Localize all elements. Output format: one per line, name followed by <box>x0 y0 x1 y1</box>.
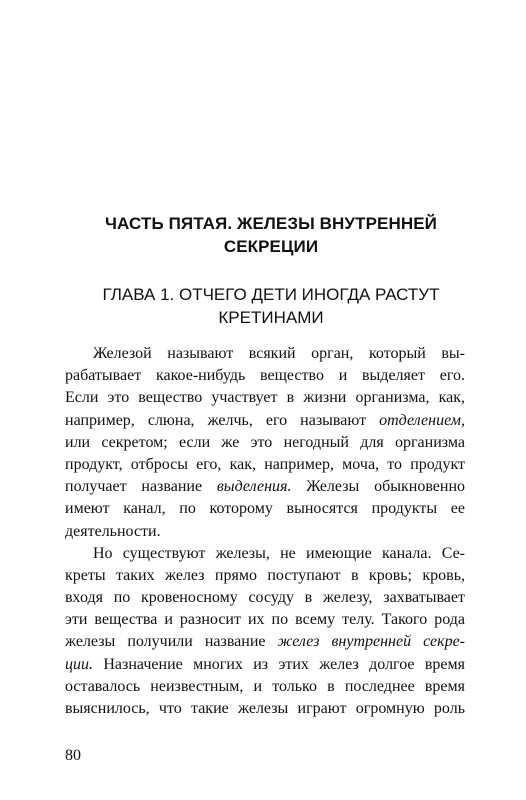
text-line: ции. Назначение многих из этих желез долгое время <box>65 655 465 673</box>
page-number: 80 <box>65 747 81 764</box>
emphasis-term: отделением, <box>379 411 465 429</box>
text-line: Но существуют железы, не имеющие канала. Се- <box>93 544 465 562</box>
emphasis-term: желез внутренней секре- <box>277 633 465 651</box>
text-line: железы получили название желез внутренней секре- <box>65 633 465 651</box>
text-line: креты таких желез прямо поступают в кровь; кровь, <box>65 566 465 584</box>
text-line: продукт, отбросы его, как, например, моча, то продукт <box>65 455 465 473</box>
text-line: эти вещества и разносит их по всему телу. Такого рода <box>65 611 465 629</box>
text-line: имеют канал, по которому выносятся продукты ее <box>65 500 465 518</box>
text-line: или секретом; если же это негодный для организма <box>65 433 465 451</box>
chapter-title-line: КРЕТИНАМИ <box>218 308 324 327</box>
emphasis-term: выделения. <box>216 478 292 496</box>
chapter-title-line: ГЛАВА 1. ОТЧЕГО ДЕТИ ИНОГДА РАСТУТ <box>102 285 440 304</box>
part-title <box>80 212 462 258</box>
text-line: рабатывает какое-нибудь вещество и выделяет его. <box>65 367 465 385</box>
text-line: входя по кровеносному сосуду в железу, захватывает <box>65 589 465 607</box>
text-line: оставалось неизвестным, и только в последнее время <box>65 677 465 695</box>
chapter-title <box>80 283 462 329</box>
text-line: выяснилось, что такие железы играют огромную роль <box>65 700 465 717</box>
text-line: деятельности. <box>65 522 161 540</box>
text-line: получает название выделения. Железы обыкновенно <box>65 478 465 496</box>
part-title-line: СЕКРЕЦИИ <box>223 237 319 256</box>
text-line: Если это вещество участвует в жизни организма, как, <box>65 389 465 407</box>
body-text <box>65 343 465 720</box>
emphasis-term: ции. <box>65 655 93 673</box>
text-line: например, слюна, желчь, его называют отделением, <box>65 411 465 429</box>
part-title-line: ЧАСТЬ ПЯТАЯ. ЖЕЛЕЗЫ ВНУТРЕННЕЙ <box>105 214 437 233</box>
text-line: Железой называют всякий орган, который вы- <box>93 345 465 362</box>
